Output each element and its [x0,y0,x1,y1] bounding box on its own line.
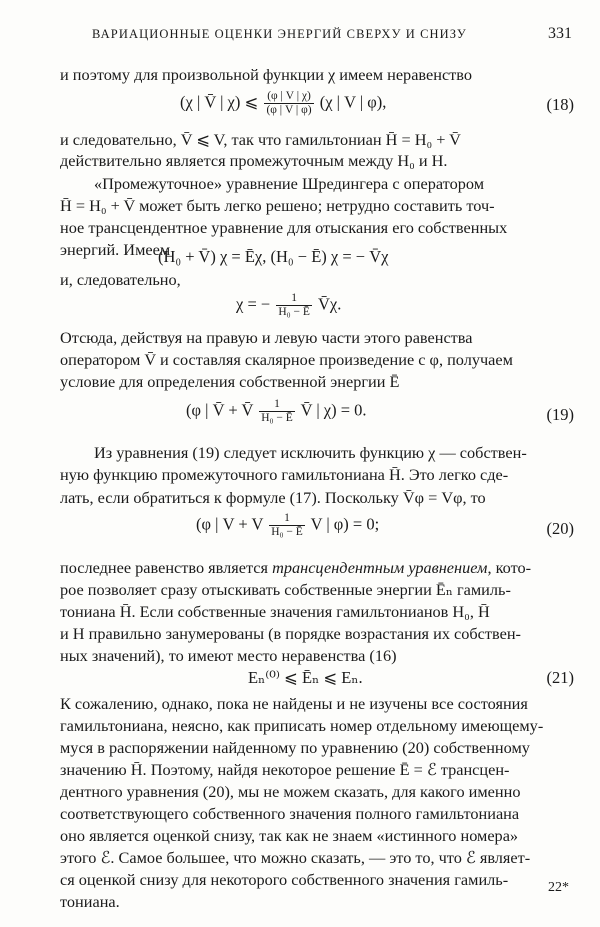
text-line: К сожалению, однако, пока не найдены и не изучены все состояния [60,694,528,713]
text-line: тониана. [60,892,120,911]
equation-number: (20) [546,519,574,538]
text-line: значению H̄. Поэтому, найдя некоторое решение Ē = ℰ трансцен- [60,760,510,779]
text-line: H̄ = H₀ + V̄ может быть легко решено; нетрудно составить точ- [60,196,495,215]
equation-18: (χ | V̄ | χ) ⩽ $\frac{(\varphi | V | \chi)}{(\varphi | V | \varphi)}$ (χ | V | φ), [180,90,387,116]
fraction: $\frac{1}{\text{H₀ − Ē}}$ [278,292,310,318]
equation-a: (H₀ + V̄) χ = Ēχ, (H₀ − Ē) χ = − V̄χ [158,247,389,266]
text-line: энергий. Имеем [60,240,171,259]
fraction: $\frac{(\varphi | V | \chi)}{(\varphi | V | \varphi)}$ [266,90,312,116]
text-line: действительно является промежуточным между H₀ и H. [60,151,448,170]
fraction: $\frac{1}{\text{H₀ − Ē}}$ [271,512,303,538]
text-line: гамильтониана, неясно, как приписать номер отдельному имеющему- [60,716,544,735]
text-line: последнее равенство является трансцендентным уравнением, кото- [60,558,532,577]
text-line: и поэтому для произвольной функции χ имеем неравенство [60,65,473,84]
text-line: и следовательно, V̄ ⩽ V, так что гамильтониан H̄ = H₀ + V̄ [60,130,461,149]
text-line: тониана H̄. Если собственные значения гамильтонианов H₀, H̄ [60,602,490,621]
running-header [92,27,572,42]
equation-21: Eₙ⁽⁰⁾ ⩽ Ēₙ ⩽ Eₙ. [248,668,363,687]
emphasis: трансцендентным уравнением [272,558,488,577]
signature-mark: 22* [548,880,569,895]
text-line: ных значений), то имеют место неравенства (16) [60,646,397,665]
equation-20: (φ | V + V $\frac{1}{\text{H₀ − Ē}}$ V | φ) = 0; [196,512,380,538]
text-line: соответствующего собственного значения полного гамильтониана [60,804,520,823]
equation-19: (φ | V̄ + V̄ $\frac{1}{\text{H₀ − Ē}}$ V̄ | χ) = 0. [186,398,367,424]
header-title: ВАРИАЦИОННЫЕ ОЦЕНКИ ЭНЕРГИЙ СВЕРХУ И СНИЗУ [92,27,467,41]
equation-number: (18) [546,95,574,114]
text-line: ся оценкой снизу для некоторого собственного значения гамиль- [60,870,509,889]
text-line: этого ℰ. Самое большее, что можно сказать, — это то, что ℰ являет- [60,848,531,867]
text-line: условие для определения собственной энергии Ē [60,372,400,391]
text-line: и H правильно занумерованы (в порядке возрастания их собствен- [60,624,521,643]
page-number: 331 [548,25,572,42]
text-line: рое позволяет сразу отыскивать собственные энергии Ēₙ гамиль- [60,580,511,599]
text-line: муся в распоряжении найденному по уравнению (20) собственному [60,738,530,757]
text-line: «Промежуточное» уравнение Шредингера с оператором [94,174,484,193]
equation-number: (19) [546,405,574,424]
fraction: $\frac{1}{\text{H₀ − Ē}}$ [261,398,293,424]
text-line: ное трансцендентное уравнение для отыскания его собственных [60,218,508,237]
text-line: ную функцию промежуточного гамильтониана H̄. Это легко сде- [60,465,509,484]
equation-b: χ = − $\frac{1}{\text{H₀ − Ē}}$ V̄χ. [236,292,342,318]
text-line: Из уравнения (19) следует исключить функцию χ — собствен- [94,443,527,462]
equation-number: (21) [546,668,574,687]
text-line: лать, если обратиться к формуле (17). Поскольку V̄φ = Vφ, то [60,488,486,507]
text-line: и, следовательно, [60,270,181,289]
text-line: Отсюда, действуя на правую и левую части этого равенства [60,328,473,347]
text-line: оператором V̄ и составляя скалярное произведение с φ, получаем [60,350,513,369]
text-line: дентного уравнения (20), мы не можем сказать, для какого именно [60,782,521,801]
text-line: оно является оценкой снизу, так как не знаем «истинного номера» [60,826,519,845]
